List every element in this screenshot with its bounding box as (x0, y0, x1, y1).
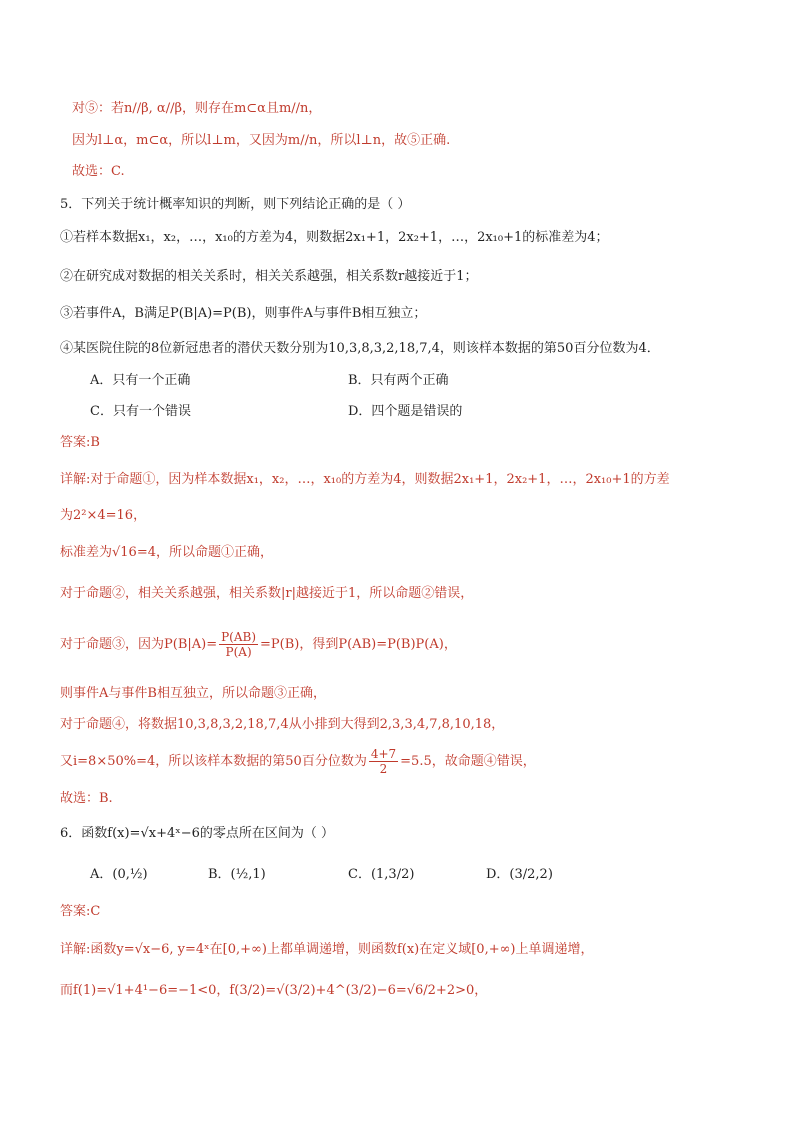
text-line: 因为l⊥α，m⊂α，所以l⊥m，又因为m//n，所以l⊥n，故⑤正确. (72, 133, 451, 148)
detail-line-fraction (60, 628, 457, 662)
answer-6: 答案:C (60, 904, 101, 919)
detail-line: 对于命题②，相关关系越强，相关系数|r|越接近于1，所以命题②错误， (60, 586, 474, 601)
detail-line: 标准差为√16=4，所以命题①正确， (60, 545, 273, 560)
fraction-denominator: P(A) (225, 645, 252, 659)
fraction-numerator: 4+7 (370, 747, 397, 761)
option-b: B．(½,1) (208, 867, 266, 882)
detail-line: 为2²×4=16， (60, 508, 147, 523)
option-a: A．只有一个正确 (90, 373, 191, 388)
detail-text: =P(B)，得到P(AB)=P(B)P(A)， (260, 637, 457, 652)
fraction (369, 747, 398, 776)
detail-text: 对于命题③，因为P(B|A)= (60, 637, 218, 652)
detail-line-fraction (60, 745, 536, 779)
fraction-denominator: 2 (379, 762, 388, 776)
option-c: C．只有一个错误 (90, 404, 191, 419)
statement-3: ③若事件A，B满足P(B|A)=P(B)，则事件A与事件B相互独立； (60, 306, 427, 321)
option-d: D．(3/2,2) (486, 867, 553, 882)
text-line: 对⑤：若n//β, α//β，则存在m⊂α且m//n， (72, 101, 322, 116)
detail-text: =5.5，故命题④错误， (400, 754, 536, 769)
option-c: C．(1,3/2) (348, 867, 415, 882)
question-6-stem: 6．函数f(x)=√x+4ˣ−6的零点所在区间为（ ） (60, 826, 335, 841)
detail-line: 而f(1)=√1+4¹−6=−1<0，f(3/2)=√(3/2)+4^(3/2)−6=√6/2+2>0， (60, 983, 488, 998)
detail-text: 又i=8×50%=4，所以该样本数据的第50百分位数为 (60, 754, 367, 769)
answer-5: 答案:B (60, 435, 100, 450)
detail-line: 详解:对于命题①，因为样本数据x₁，x₂，…，x₁₀的方差为4，则数据2x₁+1，2x₂+1，…，2x₁₀+1的方差 (60, 472, 670, 487)
option-b: B．只有两个正确 (348, 373, 449, 388)
option-a: A．(0,½) (90, 867, 148, 882)
statement-1: ①若样本数据x₁，x₂，…，x₁₀的方差为4，则数据2x₁+1，2x₂+1，…，2x₁₀+1的标准差为4； (60, 230, 609, 245)
detail-line: 故选：B. (60, 791, 113, 806)
statement-4: ④某医院住院的8位新冠患者的潜伏天数分别为10,3,8,3,2,18,7,4，则该样本数据的第50百分位数为4． (60, 341, 660, 356)
detail-line: 详解:函数y=√x−6, y=4ˣ在[0,+∞)上都单调递增，则函数f(x)在定义域[0,+∞)上单调递增， (60, 942, 594, 957)
fraction (219, 630, 258, 659)
text-line: 故选：C. (72, 164, 125, 179)
option-d: D．四个题是错误的 (348, 404, 463, 419)
detail-line: 对于命题④，将数据10,3,8,3,2,18,7,4从小排到大得到2,3,3,4,7,8,10,18， (60, 717, 505, 732)
fraction-numerator: P(AB) (221, 630, 257, 644)
detail-line: 则事件A与事件B相互独立，所以命题③正确， (60, 686, 326, 701)
statement-2: ②在研究成对数据的相关关系时，相关关系越强，相关系数r越接近于1； (60, 269, 478, 284)
question-5-stem: 5．下列关于统计概率知识的判断，则下列结论正确的是（ ） (60, 197, 411, 212)
